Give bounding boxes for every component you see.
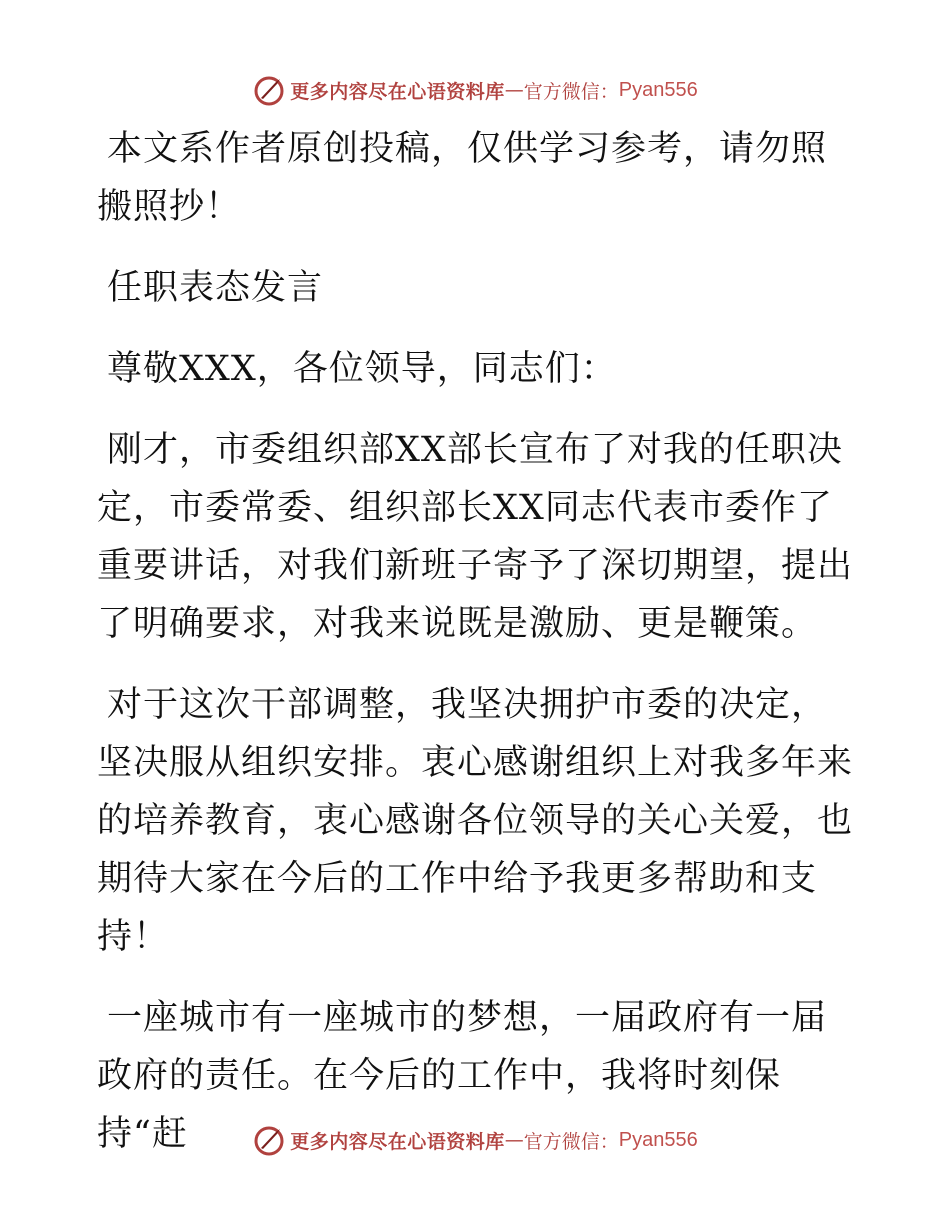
document-body: [97, 120, 857, 1186]
header-official-label: 官方微信：: [523, 80, 619, 103]
footer-brand-text: 更多内容尽在心语资料库: [290, 1130, 505, 1153]
footer-dash: —: [504, 1129, 524, 1151]
header-wechat-id: Pyan556: [618, 78, 698, 101]
header-brand-text: 更多内容尽在心语资料库: [290, 80, 505, 103]
paragraph-salutation: 尊敬XXX，各位领导，同志们：: [107, 349, 617, 389]
footer-wechat-id: Pyan556: [618, 1128, 698, 1151]
paragraph-body-3: 一座城市有一座城市的梦想，一届政府有一届政府的责任。在今后的工作中，我将时刻保持“赶: [97, 998, 828, 1154]
paragraph-body-1: 刚才，市委组织部XX部长宣布了对我的任职决定，市委常委、组织部长XX同志代表市委作了重要讲话，对我们新班子寄予了深切期望，提出了明确要求，对我来说既是激励、更是鞭策。: [97, 430, 854, 644]
header-dash: —: [504, 79, 524, 101]
quill-pen-logo-icon: [252, 1123, 286, 1157]
header-watermark: [0, 70, 950, 110]
quill-pen-logo-icon: [252, 73, 286, 107]
footer-official-label: 官方微信：: [523, 1130, 619, 1153]
footer-watermark: [0, 1120, 950, 1160]
paragraph-title: 任职表态发言: [107, 268, 324, 308]
paragraph-disclaimer: 本文系作者原创投稿，仅供学习参考，请勿照搬照抄！: [97, 129, 828, 227]
paragraph-body-2: 对于这次干部调整，我坚决拥护市委的决定，坚决服从组织安排。衷心感谢组织上对我多年来的培养教育，衷心感谢各位领导的关心关爱，也期待大家在今后的工作中给予我更多帮助和支持！: [97, 685, 854, 957]
